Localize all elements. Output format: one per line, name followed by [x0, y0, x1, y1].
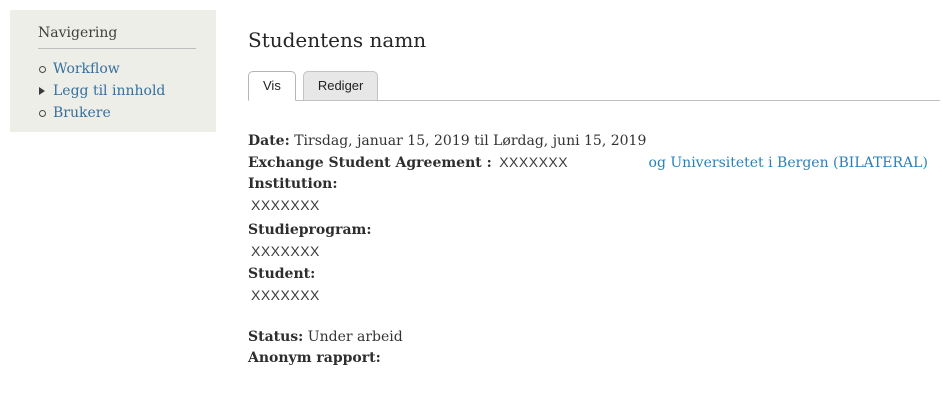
- field-studieprogram-value: XXXXXXX: [251, 243, 320, 259]
- sidebar-item-brukere[interactable]: [38, 102, 196, 124]
- field-date-label: Date:: [248, 133, 290, 149]
- field-status: [248, 327, 940, 348]
- circle-bullet-icon: [39, 110, 46, 117]
- field-agreement-label: Exchange Student Agreement :: [248, 155, 492, 171]
- field-student-value: XXXXXXX: [251, 287, 320, 303]
- field-student: [248, 264, 940, 306]
- field-anonym-rapport-label: Anonym rapport:: [248, 350, 381, 366]
- sidebar-menu: [38, 58, 196, 124]
- field-anonym-rapport: [248, 348, 940, 369]
- sidebar-item-workflow[interactable]: [38, 58, 196, 80]
- tab-vis[interactable]: Vis: [248, 71, 296, 101]
- field-institution-label: Institution:: [248, 176, 338, 192]
- sidebar-link-workflow[interactable]: Workflow: [53, 61, 120, 77]
- sidebar-link-brukere[interactable]: Brukere: [53, 105, 111, 121]
- tab-bar: [248, 71, 940, 101]
- field-agreement: [248, 152, 940, 174]
- field-institution-value: XXXXXXX: [251, 197, 320, 213]
- sidebar-item-legg-til-innhold[interactable]: [38, 80, 196, 102]
- sidebar-link-legg-til-innhold[interactable]: Legg til innhold: [53, 83, 166, 99]
- agreement-link[interactable]: og Universitetet i Bergen (BILATERAL): [648, 155, 928, 171]
- page-title: Studentens namn: [248, 28, 427, 52]
- tab-rediger[interactable]: Rediger: [303, 71, 379, 101]
- field-date-value: Tirsdag, januar 15, 2019 til Lørdag, juni 15, 2019: [294, 133, 647, 149]
- sidebar-title: Navigering: [38, 25, 196, 49]
- field-student-label: Student:: [248, 266, 316, 282]
- triangle-right-bullet-icon: [39, 87, 45, 95]
- circle-bullet-icon: [39, 66, 46, 73]
- field-studieprogram-label: Studieprogram:: [248, 222, 372, 238]
- field-status-value: Under arbeid: [307, 329, 403, 345]
- field-studieprogram: [248, 220, 940, 262]
- field-agreement-value: XXXXXXX: [499, 154, 569, 170]
- field-status-label: Status:: [248, 329, 304, 345]
- node-body: [248, 131, 940, 369]
- main-content: [248, 0, 940, 369]
- navigation-panel: [10, 10, 216, 132]
- field-institution: [248, 174, 940, 216]
- field-date: [248, 131, 940, 152]
